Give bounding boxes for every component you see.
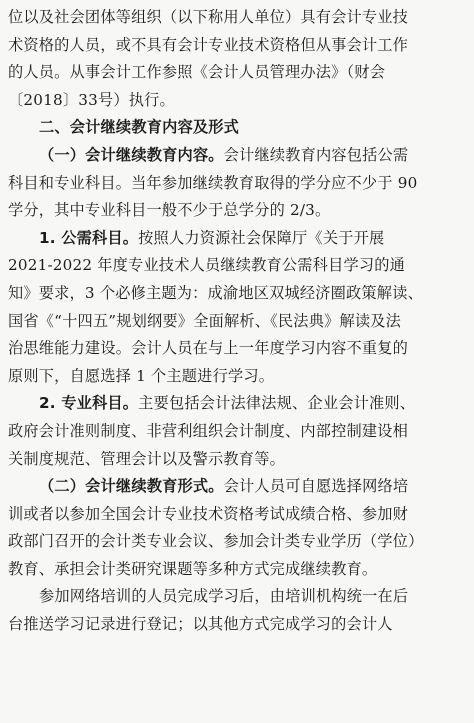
- paragraph-education-content: [8, 142, 466, 225]
- text-line: 教育、承担会计类研究课题等多种方式完成继续教育。: [8, 559, 378, 578]
- text-span: 按照人力资源社会保障厅《关于开展: [138, 228, 385, 247]
- text-line: 2021-2022 年度专业技术人员继续教育公需科目学习的通: [8, 256, 406, 275]
- text-line: 政府会计准则制度、非营利组织会计制度、内部控制建设相: [8, 421, 409, 440]
- paragraph-applicable-personnel: [8, 4, 466, 114]
- paragraph-professional-subjects: [8, 390, 466, 473]
- paragraph-public-subjects: [8, 225, 466, 391]
- item-label: 2. 专业科目。: [39, 394, 139, 413]
- text-line: [8, 142, 466, 170]
- paragraph-education-forms: [8, 473, 466, 583]
- text-line: 关制度规范、管理会计以及警示教育等。: [8, 449, 285, 468]
- text-line: 政部门召开的会计类专业会议、参加会计类专业学历（学位）: [8, 532, 424, 551]
- text-line: 的人员。从事会计工作参照《会计人员管理办法》（财会: [8, 63, 386, 82]
- text-line: 国省《“十四五”规划纲要》全面解析、《民法典》解读及法: [8, 311, 402, 330]
- text-line: 原则下，自愿选择 1 个主题进行学习。: [8, 366, 275, 385]
- text-line: 治思维能力建设。会计人员在与上一年度学习内容不重复的: [8, 339, 409, 358]
- text-line: [8, 473, 466, 501]
- text-line: 位以及社会团体等组织（以下称用人单位）具有会计专业技: [8, 8, 409, 26]
- subsection-label: （二）会计继续教育形式。: [39, 477, 224, 496]
- text-line: [8, 225, 466, 253]
- text-line: 术资格的人员，或不具有会计专业技术资格但从事会计工作: [8, 35, 409, 54]
- subsection-label: （一）会计继续教育内容。: [39, 145, 224, 164]
- text-line: 知》要求，3 个必修主题为：成渝地区双城经济圈政策解读、: [8, 283, 423, 302]
- paragraph-online-training: [8, 583, 466, 638]
- item-label: 1. 公需科目。: [39, 228, 139, 247]
- text-span: 会计人员可自愿选择网络培: [223, 477, 409, 496]
- text-line: 科目和专业科目。当年参加继续教育取得的学分应不少于 90: [8, 173, 418, 192]
- text-line: [8, 390, 466, 418]
- text-line: 参加网络培训的人员完成学习后，由培训机构统一在后: [39, 587, 409, 606]
- text-line: 学分，其中专业科目一般不少于总学分的 2/3。: [8, 201, 331, 220]
- text-line: 台推送学习记录进行登记；以其他方式完成学习的会计人: [8, 615, 393, 634]
- text-line: 〔2018〕33号）执行。: [8, 90, 175, 109]
- section-heading: 二、会计继续教育内容及形式: [39, 118, 240, 137]
- text-span: 会计继续教育内容包括公需: [223, 145, 409, 164]
- text-line: 训或者以参加全国会计专业技术资格考试成绩合格、参加财: [8, 504, 409, 523]
- text-span: 主要包括会计法律法规、企业会计准则、: [138, 394, 416, 413]
